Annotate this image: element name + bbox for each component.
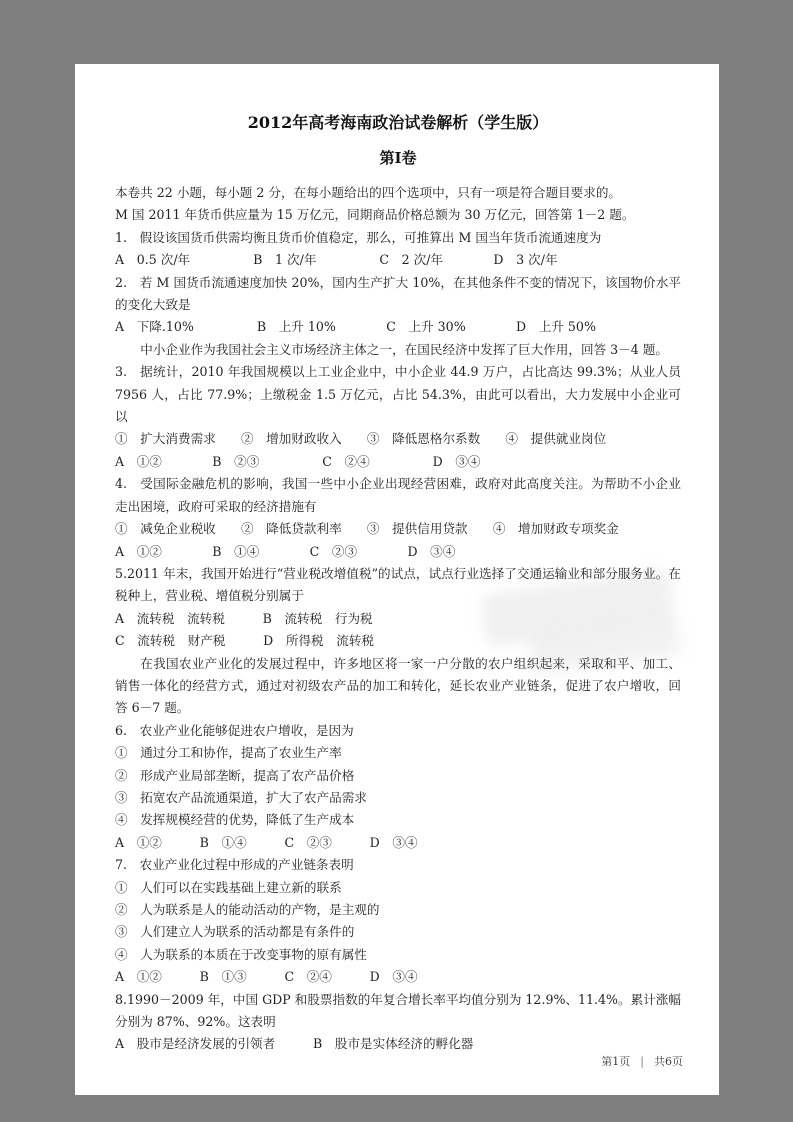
doc-line-options-1: A 0.5 次/年 B 1 次/年 C 2 次/年 D 3 次/年 [115, 252, 558, 268]
doc-line-lead-q1-2: M 国 2011 年货币供应量为 15 万亿元，同期商品价格总额为 30 万亿元，回答第 1－2 题。 [115, 207, 635, 223]
footer-total-pages: 共6页 [654, 1055, 683, 1068]
doc-line-choices-4: ① 减免企业税收 ② 降低贷款利率 ③ 提供信用贷款 ④ 增加财政专项奖金 [115, 521, 619, 537]
doc-line-choice-6-2: ② 形成产业局部垄断，提高了农产品价格 [115, 767, 355, 783]
page-title: 2012年高考海南政治试卷解析（学生版） [247, 113, 549, 132]
doc-line-options-2: A 下降.10% B 上升 10% C 上升 30% D 上升 50% [115, 319, 596, 335]
doc-line-lead-q3-4: 中小企业作为我国社会主义市场经济主体之一，在国民经济中发挥了巨大作用，回答 3－4 题。 [140, 341, 668, 357]
doc-line-question-2: 2. 若 M 国货币流通速度加快 20%，国内生产扩大 10%，在其他条件不变的情况下，该国物价水平的变化大致是 [115, 274, 681, 313]
doc-line-choice-6-3: ③ 拓宽农产品流通渠道，扩大了农产品需求 [115, 789, 367, 805]
doc-line-options-3: A ①② B ②③ C ②④ D ③④ [115, 453, 481, 469]
doc-line-question-1: 1. 假设该国货币供需均衡且货币价值稳定，那么，可推算出 M 国当年货币流通速度为 [115, 229, 602, 245]
doc-line-intro: 本卷共 22 小题，每小题 2 分，在每小题给出的四个选项中，只有一项是符合题目要求的。 [115, 185, 622, 200]
doc-line-options-8: A 股市是经济发展的引领者 B 股市是实体经济的孵化器 [115, 1036, 474, 1052]
document-content [75, 64, 719, 1056]
doc-line-choices-3: ① 扩大消费需求 ② 增加财政收入 ③ 降低恩格尔系数 ④ 提供就业岗位 [115, 431, 607, 447]
doc-line-choice-7-3: ③ 人们建立人为联系的活动都是有条件的 [115, 924, 355, 940]
doc-line-choice-6-4: ④ 发挥规模经营的优势，降低了生产成本 [115, 812, 355, 828]
doc-line-choice-7-1: ① 人们可以在实践基础上建立新的联系 [115, 879, 342, 895]
page-footer [601, 1053, 683, 1069]
doc-line-options-7: A ①② B ①③ C ②④ D ③④ [115, 969, 418, 985]
doc-line-choice-6-1: ① 通过分工和协作，提高了农业生产率 [115, 745, 342, 761]
document-page [75, 64, 719, 1095]
doc-line-choice-7-2: ② 人为联系是人的能动活动的产物，是主观的 [115, 902, 380, 917]
footer-separator: | [640, 1055, 644, 1068]
doc-line-choice-7-4: ④ 人为联系的本质在于改变事物的原有属性 [115, 946, 367, 962]
doc-line-question-4: 4. 受国际金融危机的影响，我国一些中小企业出现经营困难，政府对此高度关注。为帮助不小企业走出困境，政府可采取的经济措施有 [115, 476, 681, 514]
doc-line-options-5-ab: A 流转税 流转税 B 流转税 行为税 [115, 610, 373, 626]
doc-line-question-6: 6. 农业产业化能够促进农户增收，是因为 [115, 722, 354, 738]
doc-line-options-5-cd: C 流转税 财产税 D 所得税 流转税 [115, 633, 375, 649]
footer-page-number: 第1页 [601, 1055, 631, 1068]
doc-line-question-7: 7. 农业产业化过程中形成的产业链条表明 [115, 857, 354, 873]
doc-line-options-6: A ①② B ①④ C ②③ D ③④ [115, 834, 418, 850]
doc-line-question-3: 3. 据统计，2010 年我国规模以上工业企业中，中小企业 44.9 万户，占比高达 99.3%；从业人员 7956 人，占比 77.9%；上缴税金 1.5 万亿元，占比 54.3%，由此可以看出，大力发展中小企业可以 [115, 364, 681, 425]
doc-line-question-5: 5.2011 年末，我国开始进行“营业税改增值税”的试点，试点行业选择了交通运输业和部分服务业。在税种上，营业税、增值税分别属于 [115, 565, 681, 604]
doc-line-question-8: 8.1990－2009 年，中国 GDP 和股票指数的年复合增长率平均值分别为 12.9%、11.4%。累计涨幅分别为 87%、92%。这表明 [115, 991, 681, 1030]
doc-line-lead-q6-7: 在我国农业产业化的发展过程中，许多地区将一家一户分散的农户组织起来，采取和平、加工、销售一体化的经营方式，通过对初级农产品的加工和转化，延长农业产业链条，促进了农户增收，回答 6－7 题。 [115, 655, 681, 716]
doc-line-options-4: A ①② B ①④ C ②③ D ③④ [115, 543, 456, 559]
section-heading: 第I卷 [379, 149, 417, 167]
